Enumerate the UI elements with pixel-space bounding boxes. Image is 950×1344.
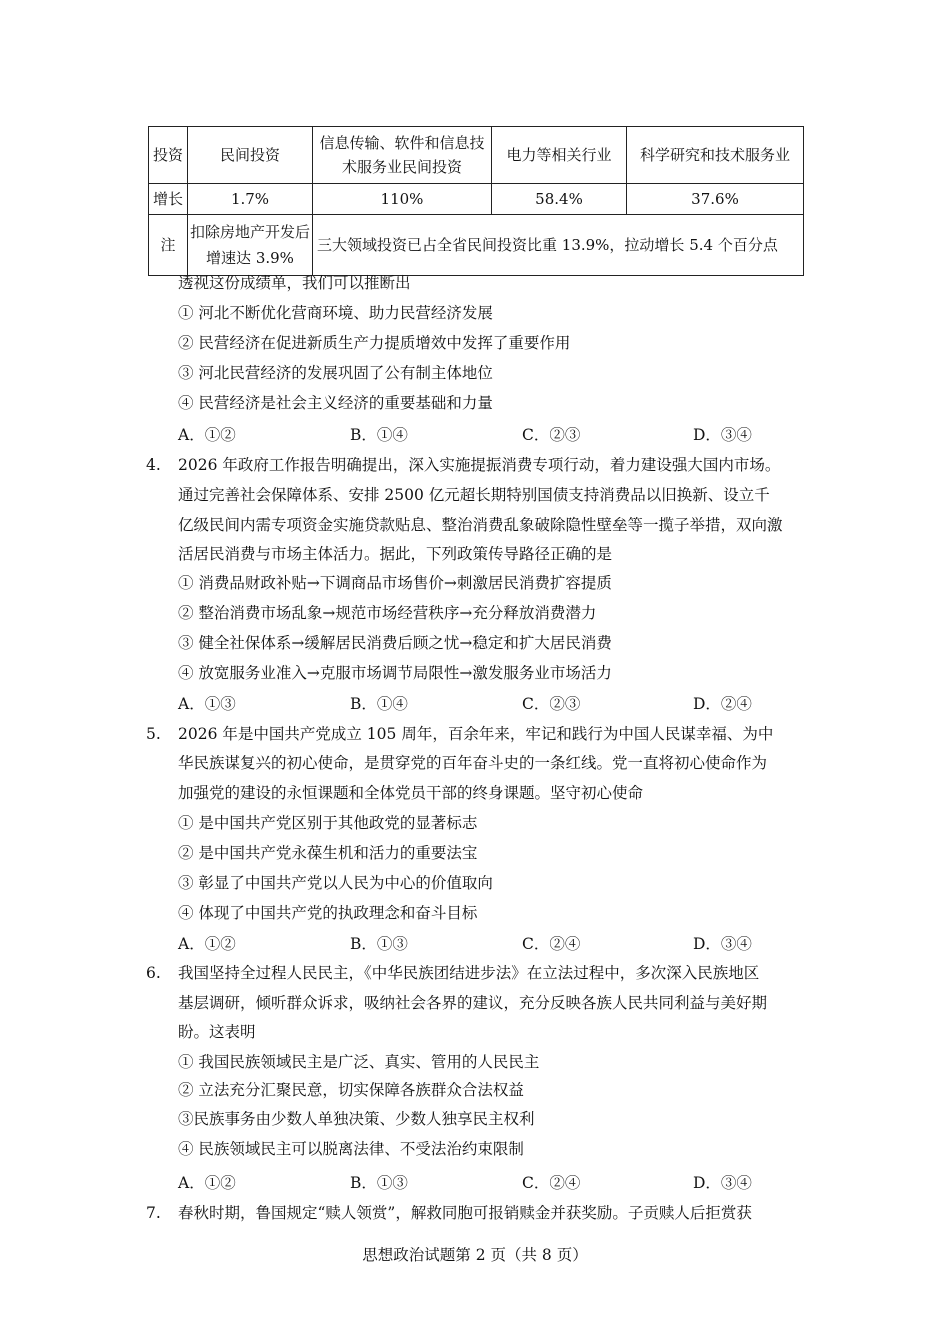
question-stem: 基层调研，倾听群众诉求，吸纳社会各界的建议，充分反映各族人民共同利益与美好期 [178, 994, 768, 1012]
choice-statement: ④ 民族领域民主可以脱离法律、不受法治约束限制 [178, 1140, 524, 1158]
table-cell: 信息传输、软件和信息技术服务业民间投资 [313, 127, 492, 184]
option-a: A．①② [178, 426, 236, 444]
choice-statement: ① 是中国共产党区别于其他政党的显著标志 [178, 814, 478, 832]
question-stem: 加强党的建设的永恒课题和全体党员干部的终身课题。坚守初心使命 [178, 784, 644, 802]
option-c: C．②③ [522, 695, 581, 713]
choice-statement: ③ 河北民营经济的发展巩固了公有制主体地位 [178, 364, 493, 382]
question-number: 6. [146, 964, 161, 982]
option-a: A．①③ [178, 695, 236, 713]
option-c: C．②③ [522, 426, 581, 444]
choice-statement: ④ 放宽服务业准入→克服市场调节局限性→激发服务业市场活力 [178, 664, 612, 682]
table-row-growth [149, 184, 804, 215]
option-c: C．②④ [522, 1174, 581, 1192]
choice-statement: ② 民营经济在促进新质生产力提质增效中发挥了重要作用 [178, 334, 571, 352]
option-b: B．①④ [350, 695, 408, 713]
question-number: 7. [146, 1204, 161, 1222]
investment-table [148, 126, 804, 276]
question-stem: 华民族谋复兴的初心使命，是贯穿党的百年奋斗史的一条红线。党一直将初心使命作为 [178, 754, 768, 772]
page-footer: 思想政治试题第 2 页（共 8 页） [362, 1246, 588, 1264]
question-stem: 活居民消费与市场主体活力。据此，下列政策传导路径正确的是 [178, 545, 613, 563]
option-d: D．②④ [693, 695, 752, 713]
question-number: 5. [146, 725, 161, 743]
option-c: C．②④ [522, 935, 581, 953]
table-cell: 1.7% [188, 184, 313, 215]
question-stem: 我国坚持全过程人民民主，《中华民族团结进步法》在立法过程中，多次深入民族地区 [178, 964, 760, 982]
table-cell: 扣除房地产开发后增速达 3.9% [188, 215, 313, 276]
table-row-note [149, 215, 804, 276]
table-cell: 民间投资 [188, 127, 313, 184]
table-cell: 投资 [149, 127, 188, 184]
table-cell: 注 [149, 215, 188, 276]
choice-statement: ① 我国民族领域民主是广泛、真实、管用的人民民主 [178, 1053, 540, 1071]
option-d: D．③④ [693, 1174, 752, 1192]
question-stem: 通过完善社会保障体系、安排 2500 亿元超长期特别国债支持消费品以旧换新、设立千 [178, 486, 770, 504]
question-number: 4. [146, 456, 161, 474]
choice-statement: ③民族事务由少数人单独决策、少数人独享民主权利 [178, 1110, 535, 1128]
question-stem: 2026 年政府工作报告明确提出，深入实施提振消费专项行动，着力建设强大国内市场。 [178, 456, 781, 474]
choice-statement: ② 整治消费市场乱象→规范市场经营秩序→充分释放消费潜力 [178, 604, 597, 622]
option-a: A．①② [178, 1174, 236, 1192]
question-stem: 2026 年是中国共产党成立 105 周年，百余年来，牢记和践行为中国人民谋幸福、为中 [178, 725, 774, 743]
question-stem: 亿级民间内需专项资金实施贷款贴息、整治消费乱象破除隐性壁垒等一揽子举措，双向激 [178, 516, 783, 534]
table-cell: 科学研究和技术服务业 [627, 127, 804, 184]
choice-statement: ③ 健全社保体系→缓解居民消费后顾之忧→稳定和扩大居民消费 [178, 634, 612, 652]
table-cell: 37.6% [627, 184, 804, 215]
choice-statement: ③ 彰显了中国共产党以人民为中心的价值取向 [178, 874, 493, 892]
option-d: D．③④ [693, 935, 752, 953]
table-cell: 110% [313, 184, 492, 215]
choice-statement: ④ 体现了中国共产党的执政理念和奋斗目标 [178, 904, 478, 922]
question-stem: 盼。这表明 [178, 1023, 256, 1041]
table-cell: 58.4% [492, 184, 627, 215]
choice-statement: ① 消费品财政补贴→下调商品市场售价→刺激居民消费扩容提质 [178, 574, 612, 592]
question-stem: 春秋时期，鲁国规定“赎人领赏”，解救同胞可报销赎金并获奖励。子贡赎人后拒赏获 [178, 1204, 752, 1222]
option-a: A．①② [178, 935, 236, 953]
option-b: B．①③ [350, 935, 408, 953]
table-cell: 三大领域投资已占全省民间投资比重 13.9%，拉动增长 5.4 个百分点 [313, 215, 804, 276]
option-d: D．③④ [693, 426, 752, 444]
option-b: B．①③ [350, 1174, 408, 1192]
table-row-header [149, 127, 804, 184]
table-cell: 电力等相关行业 [492, 127, 627, 184]
choice-statement: ④ 民营经济是社会主义经济的重要基础和力量 [178, 394, 493, 412]
option-b: B．①④ [350, 426, 408, 444]
choice-statement: ② 是中国共产党永葆生机和活力的重要法宝 [178, 844, 478, 862]
choice-statement: ① 河北不断优化营商环境、助力民营经济发展 [178, 304, 493, 322]
table-cell: 增长 [149, 184, 188, 215]
question-stem: 透视这份成绩单，我们可以推断出 [178, 274, 411, 292]
choice-statement: ② 立法充分汇聚民意，切实保障各族群众合法权益 [178, 1081, 524, 1099]
